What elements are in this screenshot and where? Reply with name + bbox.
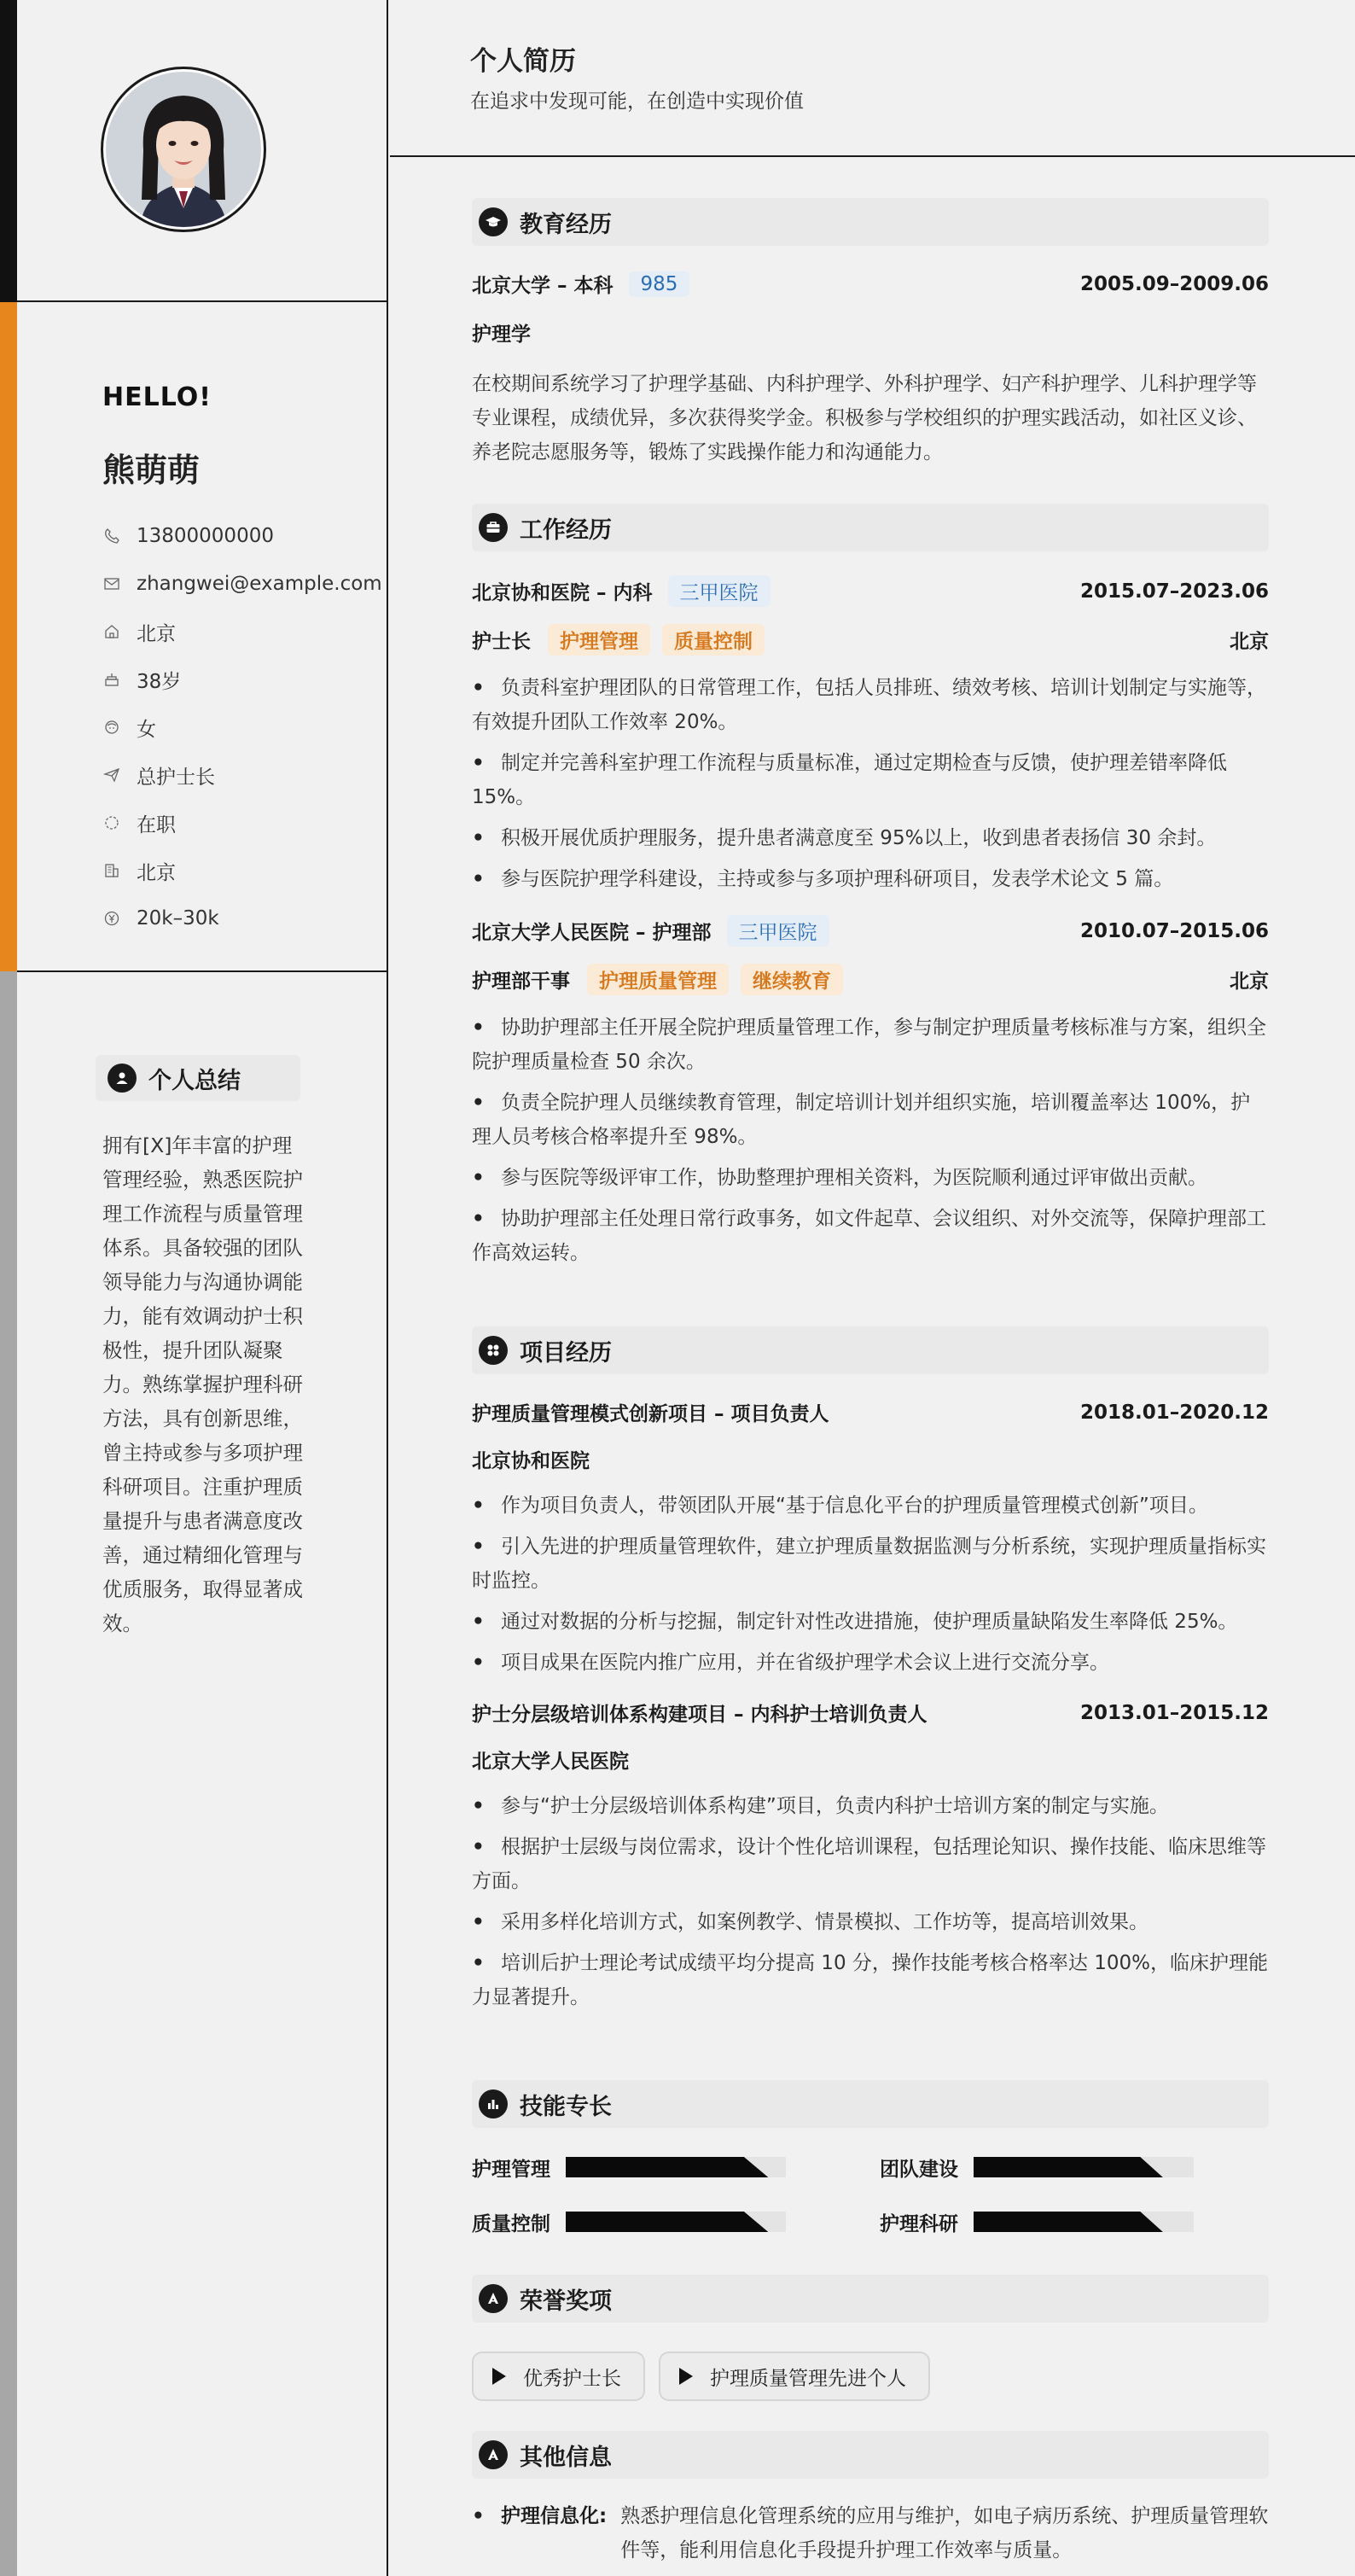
salary-icon bbox=[102, 909, 121, 928]
send-icon bbox=[102, 766, 121, 784]
role-tag: 继续教育 bbox=[741, 964, 843, 995]
job-entry bbox=[472, 915, 829, 947]
list-item-text: 负责科室护理团队的日常管理工作，包括人员排班、绩效考核、培训计划制定与实施等，有效提升团队工作效率 20%。 bbox=[472, 677, 1266, 733]
other-title: 其他信息 bbox=[520, 2444, 612, 2471]
school-name: 北京大学 – 本科 bbox=[472, 275, 614, 297]
list-item: • 培训后护士理论考试成绩平均分提高 10 分，操作技能考核合格率达 100%，临床护理能力显著提升。 bbox=[472, 1952, 1268, 2008]
salary-text: 20k–30k bbox=[137, 907, 219, 930]
other-heading bbox=[472, 2431, 1269, 2479]
job-row bbox=[472, 575, 1269, 607]
list-item: • 负责全院护理人员继续教育管理，制定培训计划并组织实施，培训覆盖率达 100%，护理人员考核合格率提升至 98%。 bbox=[472, 1092, 1251, 1148]
list-item: • 协助护理部主任处理日常行政事务，如文件起草、会议组织、对外交流等，保障护理部工作高效运转。 bbox=[472, 1208, 1266, 1264]
honors-title: 荣誉奖项 bbox=[520, 2288, 612, 2315]
email-address: zhangwei@example.com bbox=[137, 573, 382, 595]
job-role-entry bbox=[472, 964, 843, 995]
honor-badge bbox=[472, 2352, 645, 2401]
list-item-text: 积极开展优质护理服务，提升患者满意度至 95%以上，收到患者表扬信 30 余封。 bbox=[501, 827, 1217, 849]
list-item: • 负责科室护理团队的日常管理工作，包括人员排班、绩效考核、培训计划制定与实施等，有效提升团队工作效率 20%。 bbox=[472, 677, 1266, 733]
skill-name: 护理科研 bbox=[880, 2212, 958, 2235]
education-entry bbox=[472, 270, 689, 298]
info-location bbox=[102, 608, 382, 656]
skill-bar-fill bbox=[974, 2212, 1163, 2232]
honor-label: 优秀护士长 bbox=[523, 2367, 621, 2390]
project-date: 2013.01–2015.12 bbox=[1079, 1701, 1269, 1724]
list-item-text: 参与医院等级评审工作，协助整理护理相关资料，为医院顺利通过评审做出贡献。 bbox=[501, 1167, 1207, 1189]
skill-bar-fill bbox=[566, 2157, 768, 2177]
status-icon bbox=[102, 813, 121, 832]
role-tag: 护理质量管理 bbox=[587, 964, 729, 995]
list-item: • 协助护理部主任开展全院护理质量管理工作，参与制定护理质量考核标准与方案，组织全院护理质量检查 50 余次。 bbox=[472, 1017, 1266, 1073]
info-city bbox=[102, 847, 382, 895]
status-text: 在职 bbox=[137, 813, 176, 836]
honors-list bbox=[472, 2352, 1269, 2401]
project-bullets bbox=[472, 1489, 1269, 1680]
job-city: 北京 bbox=[1230, 631, 1269, 653]
list-item-text: 协助护理部主任处理日常行政事务，如文件起草、会议组织、对外交流等，保障护理部工作高效运转。 bbox=[472, 1208, 1266, 1264]
list-item: • 制定并完善科室护理工作流程与质量标准，通过定期检查与反馈，使护理差错率降低 15%。 bbox=[472, 752, 1227, 808]
skills-title: 技能专长 bbox=[520, 2093, 612, 2120]
honor-badge bbox=[659, 2352, 930, 2401]
list-item: • 参与医院护理学科建设，主持或参与多项护理科研项目，发表学术论文 5 篇。 bbox=[472, 868, 1174, 890]
job-date: 2015.07–2023.06 bbox=[1079, 580, 1269, 603]
other-text: 熟悉护理信息化管理系统的应用与维护，如电子病历系统、护理质量管理软件等，能利用信息化手段提升护理工作效率与质量。 bbox=[620, 2505, 1269, 2561]
skill-item bbox=[880, 2205, 1269, 2239]
list-item-text: 培训后护士理论考试成绩平均分提高 10 分，操作技能考核合格率达 100%，临床护理能力显著提升。 bbox=[472, 1952, 1268, 2008]
info-age bbox=[102, 656, 382, 703]
job-org: 北京协和医院 – 内科 bbox=[472, 582, 653, 604]
project-date: 2018.01–2020.12 bbox=[1079, 1401, 1269, 1424]
list-item: • 参与“护士分层级培训体系构建”项目，负责内科护士培训方案的制定与实施。 bbox=[472, 1795, 1169, 1817]
info-email bbox=[102, 560, 382, 608]
list-item-text: 根据护士层级与岗位需求，设计个性化培训课程，包括理论知识、操作技能、临床思维等方面。 bbox=[472, 1836, 1266, 1892]
skills-heading bbox=[472, 2080, 1269, 2128]
position-text: 总护士长 bbox=[137, 766, 215, 789]
job-tag: 三甲医院 bbox=[727, 915, 829, 947]
cake-icon bbox=[102, 670, 121, 689]
skill-bar bbox=[974, 2212, 1194, 2232]
school-tag: 985 bbox=[629, 271, 690, 297]
education-date: 2005.09–2009.06 bbox=[1079, 272, 1269, 295]
projects-section bbox=[472, 1326, 1269, 2021]
project-name: 护士分层级培训体系构建项目 – 内科护士培训负责人 bbox=[472, 1704, 928, 1726]
phone-icon bbox=[102, 527, 121, 545]
project-row bbox=[472, 1398, 1269, 1426]
contact-info-list bbox=[102, 512, 382, 942]
honor-label: 护理质量管理先进个人 bbox=[710, 2367, 906, 2390]
work-title: 工作经历 bbox=[520, 516, 612, 544]
job-tag: 三甲医院 bbox=[668, 575, 771, 607]
info-status bbox=[102, 799, 382, 847]
award-icon bbox=[479, 2440, 508, 2469]
avatar bbox=[101, 67, 266, 232]
education-heading bbox=[472, 198, 1269, 246]
skills-section bbox=[472, 2080, 1269, 2239]
list-item: • 积极开展优质护理服务，提升患者满意度至 95%以上，收到患者表扬信 30 余封。 bbox=[472, 827, 1217, 849]
page-subtitle: 在追求中发现可能，在创造中实现价值 bbox=[470, 90, 804, 113]
skill-bar bbox=[974, 2157, 1194, 2177]
skill-name: 护理管理 bbox=[472, 2158, 550, 2181]
major: 护理学 bbox=[472, 323, 531, 346]
list-item-text: 制定并完善科室护理工作流程与质量标准，通过定期检查与反馈，使护理差错率降低 15%。 bbox=[472, 752, 1227, 808]
project-bullets bbox=[472, 1789, 1269, 2014]
skill-bar-fill bbox=[566, 2212, 768, 2232]
skill-name: 团队建设 bbox=[880, 2158, 958, 2181]
job-role: 护理部干事 bbox=[472, 970, 570, 993]
role-tag: 质量控制 bbox=[662, 624, 765, 656]
other-item: • 护理信息化: 熟悉护理信息化管理系统的应用与维护，如电子病历系统、护理质量管理软件等，能利用信息化手段提升护理工作效率与质量。 bbox=[472, 2499, 1269, 2567]
projects-title: 项目经历 bbox=[520, 1339, 612, 1367]
job-row bbox=[472, 915, 1269, 947]
job-bullets bbox=[472, 671, 1269, 896]
list-item-text: 负责全院护理人员继续教育管理，制定培训计划并组织实施，培训覆盖率达 100%，护理人员考核合格率提升至 98%。 bbox=[472, 1092, 1251, 1148]
work-section bbox=[472, 504, 1269, 1277]
list-item: • 引入先进的护理质量管理软件，建立护理质量数据监测与分析系统，实现护理质量指标实时监控。 bbox=[472, 1536, 1266, 1592]
skill-name: 质量控制 bbox=[472, 2212, 550, 2235]
role-tag: 护理管理 bbox=[548, 624, 650, 656]
summary-title: 个人总结 bbox=[148, 1067, 241, 1094]
list-item: • 通过对数据的分析与挖掘，制定针对性改进措施，使护理质量缺陷发生率降低 25%。 bbox=[472, 1611, 1238, 1633]
list-item: • 参与医院等级评审工作，协助整理护理相关资料，为医院顺利通过评审做出贡献。 bbox=[472, 1167, 1207, 1189]
sidebar-stripe-gray bbox=[0, 971, 17, 2576]
age-text: 38岁 bbox=[137, 670, 182, 693]
gender-text: 女 bbox=[137, 718, 156, 741]
home-icon bbox=[102, 622, 121, 641]
skill-item bbox=[472, 2150, 880, 2184]
info-salary bbox=[102, 895, 382, 942]
list-item-text: 协助护理部主任开展全院护理质量管理工作，参与制定护理质量考核标准与方案，组织全院护理质量检查 50 余次。 bbox=[472, 1017, 1266, 1073]
main-content bbox=[390, 0, 1355, 2576]
play-icon bbox=[679, 2368, 693, 2385]
person-name: 熊萌萌 bbox=[102, 452, 201, 489]
skill-item bbox=[880, 2150, 1269, 2184]
sidebar-stripe-black bbox=[0, 0, 17, 302]
job-bullets bbox=[472, 1011, 1269, 1270]
sidebar-stripe-orange bbox=[0, 302, 17, 971]
skill-bar bbox=[566, 2212, 786, 2232]
phone-number: 13800000000 bbox=[137, 525, 274, 547]
list-item: • 采用多样化培训方式，如案例教学、情景模拟、工作坊等，提高培训效果。 bbox=[472, 1911, 1149, 1933]
job-org: 北京大学人民医院 – 护理部 bbox=[472, 922, 712, 944]
info-position bbox=[102, 751, 382, 799]
award-icon bbox=[479, 2284, 508, 2313]
avatar-portrait bbox=[106, 72, 261, 227]
list-item-text: 通过对数据的分析与挖掘，制定针对性改进措施，使护理质量缺陷发生率降低 25%。 bbox=[501, 1611, 1238, 1633]
grid-icon bbox=[479, 1336, 508, 1365]
other-section bbox=[472, 2431, 1269, 2567]
skills-grid bbox=[472, 2150, 1269, 2239]
summary-text: 拥有[X]年丰富的护理管理经验，熟悉医院护理工作流程与质量管理体系。具备较强的团队领导能力与沟通协调能力，能有效调动护士积极性，提升团队凝聚力。熟练掌握护理科研方法，具有创新思维，曾主持或参与多项护理科研项目。注重护理质量提升与患者满意度改善，通过精细化管理与优质服务，取得显著成效。 bbox=[102, 1134, 303, 1635]
education-desc: 在校期间系统学习了护理学基础、内科护理学、外科护理学、妇产科护理学、儿科护理学等专业课程，成绩优异，多次获得奖学金。积极参与学校组织的护理实践活动，如社区义诊、养老院志愿服务等，锻炼了实践操作能力和沟通能力。 bbox=[472, 373, 1257, 463]
play-icon bbox=[492, 2368, 506, 2385]
mail-icon bbox=[102, 574, 121, 593]
list-item: • 根据护士层级与岗位需求，设计个性化培训课程，包括理论知识、操作技能、临床思维等方面。 bbox=[472, 1836, 1266, 1892]
work-heading bbox=[472, 504, 1269, 551]
list-item-text: 采用多样化培训方式，如案例教学、情景模拟、工作坊等，提高培训效果。 bbox=[501, 1911, 1149, 1933]
user-icon bbox=[108, 1064, 137, 1093]
skill-bar bbox=[566, 2157, 786, 2177]
graduation-cap-icon bbox=[479, 207, 508, 236]
list-item: • 作为项目负责人，带领团队开展“基于信息化平台的护理质量管理模式创新”项目。 bbox=[472, 1495, 1208, 1517]
projects-heading bbox=[472, 1326, 1269, 1374]
page-title: 个人简历 bbox=[470, 46, 576, 77]
job-city: 北京 bbox=[1230, 970, 1269, 993]
list-item-text: 参与医院护理学科建设，主持或参与多项护理科研项目，发表学术论文 5 篇。 bbox=[501, 868, 1174, 890]
city-text: 北京 bbox=[137, 861, 176, 884]
honors-section bbox=[472, 2275, 1269, 2401]
info-phone bbox=[102, 512, 382, 560]
job-role-row bbox=[472, 964, 1269, 995]
gender-icon bbox=[102, 718, 121, 737]
project-row bbox=[472, 1699, 1269, 1727]
bar-chart-icon bbox=[479, 2089, 508, 2118]
info-gender bbox=[102, 703, 382, 751]
location-text: 北京 bbox=[137, 622, 176, 645]
list-item-text: 作为项目负责人，带领团队开展“基于信息化平台的护理质量管理模式创新”项目。 bbox=[501, 1495, 1208, 1517]
job-entry bbox=[472, 575, 771, 607]
building-icon bbox=[102, 861, 121, 880]
header-divider bbox=[390, 155, 1355, 157]
job-date: 2010.07–2015.06 bbox=[1079, 919, 1269, 942]
project-org: 北京协和医院 bbox=[472, 1450, 590, 1472]
job-role-entry bbox=[472, 624, 765, 656]
hello-text: HELLO! bbox=[102, 382, 212, 412]
list-item: • 项目成果在医院内推广应用，并在省级护理学术会议上进行交流分享。 bbox=[472, 1652, 1109, 1674]
education-title: 教育经历 bbox=[520, 211, 612, 238]
list-item-text: 项目成果在医院内推广应用，并在省级护理学术会议上进行交流分享。 bbox=[501, 1652, 1109, 1674]
sidebar-divider-2 bbox=[17, 970, 388, 972]
job-role: 护士长 bbox=[472, 631, 531, 653]
summary-heading bbox=[96, 1055, 300, 1101]
other-label: 护理信息化: bbox=[501, 2505, 608, 2527]
job-role-row bbox=[472, 624, 1269, 656]
skill-item bbox=[472, 2205, 880, 2239]
honors-heading bbox=[472, 2275, 1269, 2322]
list-item-text: 参与“护士分层级培训体系构建”项目，负责内科护士培训方案的制定与实施。 bbox=[501, 1795, 1169, 1817]
education-section bbox=[472, 198, 1269, 469]
education-row bbox=[472, 270, 1269, 298]
project-org: 北京大学人民医院 bbox=[472, 1751, 629, 1773]
list-item-text: 引入先进的护理质量管理软件，建立护理质量数据监测与分析系统，实现护理质量指标实时监控。 bbox=[472, 1536, 1266, 1592]
sidebar-divider bbox=[17, 300, 388, 302]
skill-bar-fill bbox=[974, 2157, 1163, 2177]
briefcase-icon bbox=[479, 513, 508, 542]
sidebar bbox=[0, 0, 388, 2576]
project-name: 护理质量管理模式创新项目 – 项目负责人 bbox=[472, 1403, 829, 1425]
